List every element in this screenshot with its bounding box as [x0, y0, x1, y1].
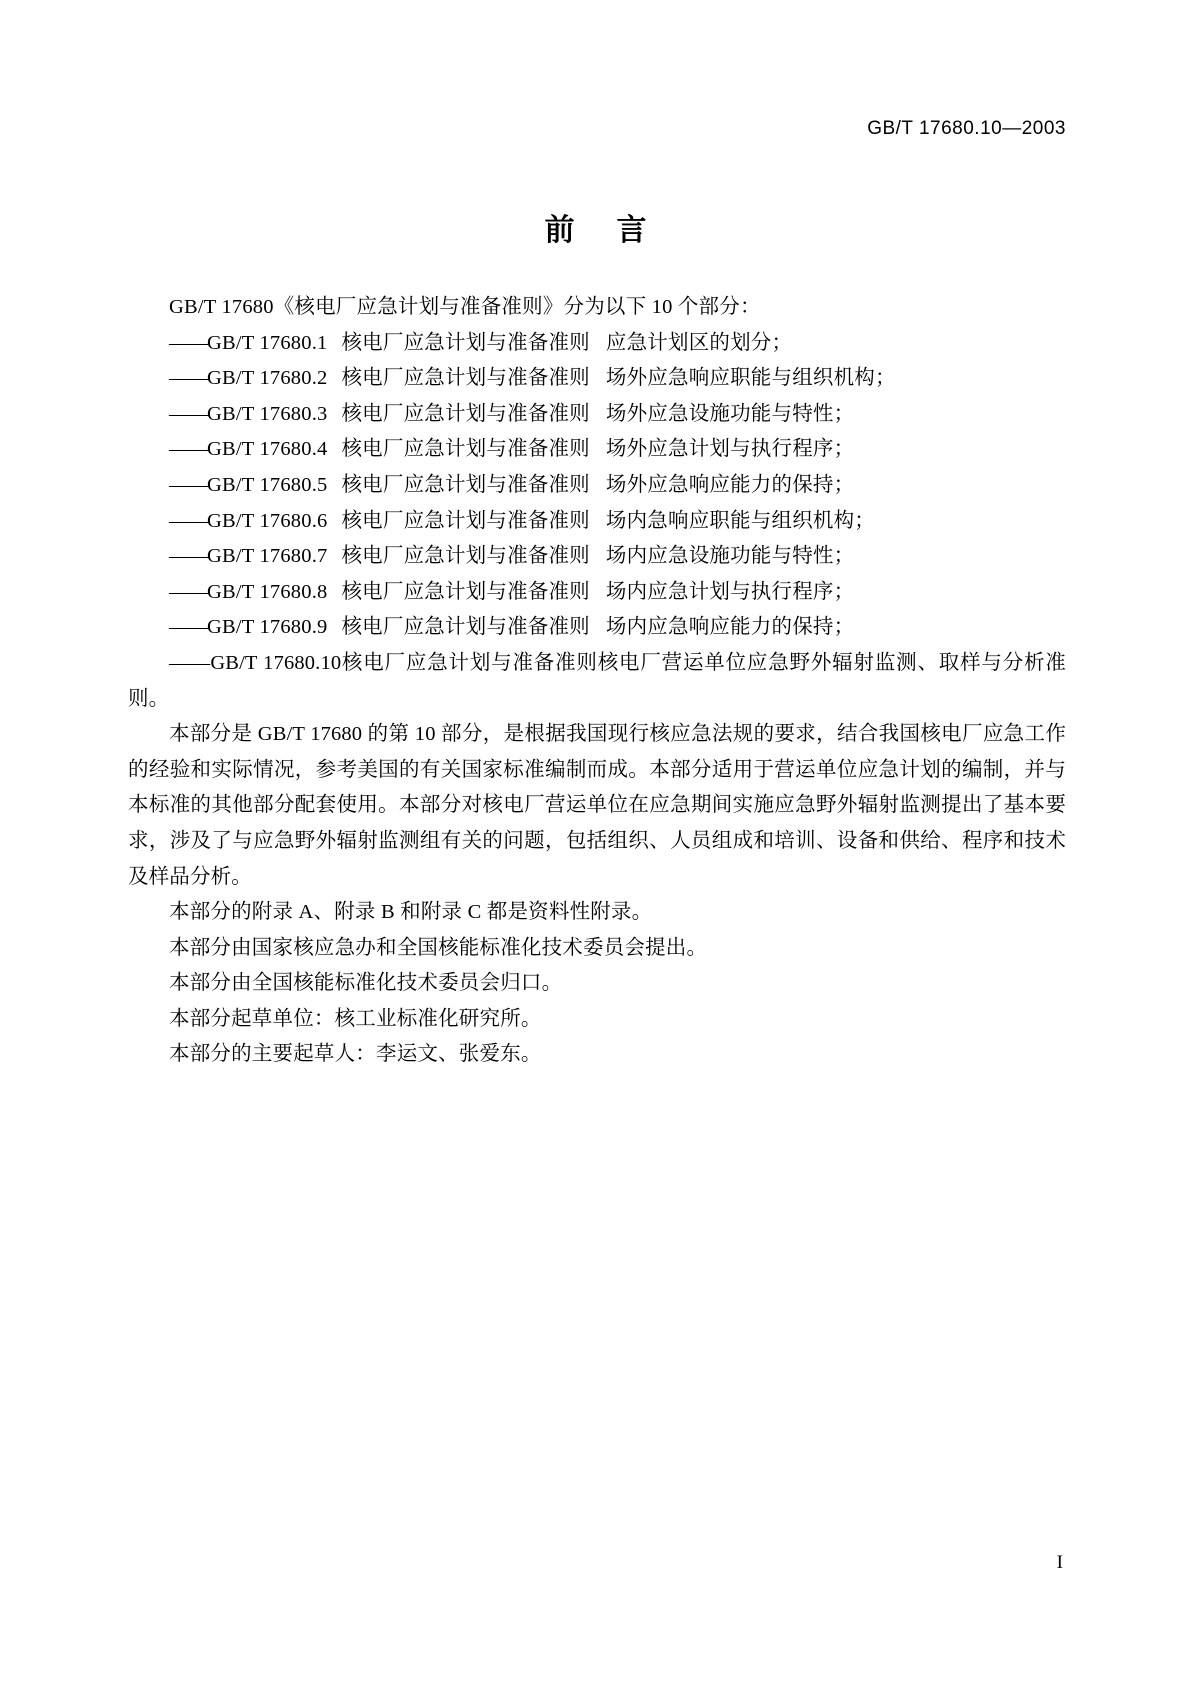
list-dash: ——: [169, 331, 206, 354]
part-subject: 应急计划区的划分；: [605, 331, 793, 354]
document-body: [128, 290, 1066, 1073]
part-code: GB/T 17680.6: [207, 509, 328, 532]
part-subject: 场外应急计划与执行程序；: [605, 438, 855, 461]
paragraph-administered-by: 本部分由全国核能标准化技术委员会归口。: [169, 972, 563, 995]
part-subject: 场内应急设施功能与特性；: [605, 545, 855, 568]
list-item: [128, 539, 1066, 575]
paragraph-drafters: 本部分的主要起草人：李运文、张爱东。: [169, 1043, 542, 1066]
part-name: 核电厂应急计划与准备准则: [341, 509, 590, 532]
part-code: GB/T 17680.10: [210, 651, 342, 674]
part-subject: 场内应急响应能力的保持；: [605, 616, 855, 639]
part-subject: 核电厂营运单位应急野外辐射监测、取样与分析准则。: [128, 651, 1066, 710]
intro-line: GB/T 17680《核电厂应急计划与准备准则》分为以下 10 个部分：: [169, 296, 761, 318]
part-code: GB/T 17680.9: [207, 616, 328, 639]
part-subject: 场外应急设施功能与特性；: [605, 402, 855, 425]
part-code: GB/T 17680.2: [207, 367, 328, 390]
part-subject: 场内应急计划与执行程序；: [605, 580, 855, 603]
list-item: [128, 397, 1066, 433]
standard-code-header: GB/T 17680.10—2003: [867, 118, 1066, 139]
part-code: GB/T 17680.7: [207, 545, 328, 568]
part-subject: 场内急响应职能与组织机构；: [605, 509, 875, 532]
part-name: 核电厂应急计划与准备准则: [341, 616, 590, 639]
list-dash: ——: [169, 509, 206, 532]
part-name: 核电厂应急计划与准备准则: [341, 438, 590, 461]
paragraph-proposed-by: 本部分由国家核应急办和全国核能标准化技术委员会提出。: [169, 936, 708, 959]
part-name: 核电厂应急计划与准备准则: [341, 473, 590, 496]
list-item: [128, 468, 1066, 504]
list-item: [128, 361, 1066, 397]
part-code: GB/T 17680.3: [207, 402, 328, 425]
part-code: GB/T 17680.4: [207, 438, 328, 461]
part-code: GB/T 17680.5: [207, 473, 328, 496]
list-item: [128, 504, 1066, 540]
page-number: I: [1056, 1552, 1063, 1573]
paragraph-drafting-unit: 本部分起草单位：核工业标准化研究所。: [169, 1007, 542, 1030]
list-item: [128, 575, 1066, 611]
part-subject: 场外应急响应职能与组织机构；: [605, 367, 896, 390]
list-item: [128, 432, 1066, 468]
part-name: 核电厂应急计划与准备准则: [341, 580, 590, 603]
list-dash: ——: [169, 402, 206, 425]
part-subject: 场外应急响应能力的保持；: [605, 473, 855, 496]
list-dash: ——: [169, 473, 206, 496]
part-code: GB/T 17680.1: [207, 331, 328, 354]
list-dash: ——: [169, 545, 206, 568]
part-name: 核电厂应急计划与准备准则: [341, 651, 598, 674]
part-code: GB/T 17680.8: [207, 580, 328, 603]
list-item: [128, 610, 1066, 646]
part-name: 核电厂应急计划与准备准则: [341, 331, 590, 354]
list-item: [128, 326, 1066, 362]
part-name: 核电厂应急计划与准备准则: [341, 545, 590, 568]
part-name: 核电厂应急计划与准备准则: [341, 402, 590, 425]
list-dash: ——: [169, 367, 206, 390]
page-title: 前言: [544, 213, 689, 248]
paragraph-scope: 本部分是 GB/T 17680 的第 10 部分，是根据我国现行核应急法规的要求，结合我国核电厂应急工作的经验和实际情况，参考美国的有关国家标准编制而成。本部分适用于营运单位应急计划的编制，并与本标准的其他部分配套使用。本部分对核电厂营运单位在应急期间实施应急野外辐射监测提出了基本要求，涉及了与应急野外辐射监测组有关的问题，包括组织、人员组成和培训、设备和供给、程序和技术及样品分析。: [128, 723, 1066, 888]
list-dash: ——: [169, 580, 206, 603]
part-name: 核电厂应急计划与准备准则: [341, 367, 590, 390]
list-item-last: [128, 646, 1066, 717]
list-dash: ——: [169, 438, 206, 461]
paragraph-annexes: 本部分的附录 A、附录 B 和附录 C 都是资料性附录。: [169, 901, 653, 924]
list-dash: ——: [169, 616, 206, 639]
list-dash: ——: [169, 651, 211, 674]
